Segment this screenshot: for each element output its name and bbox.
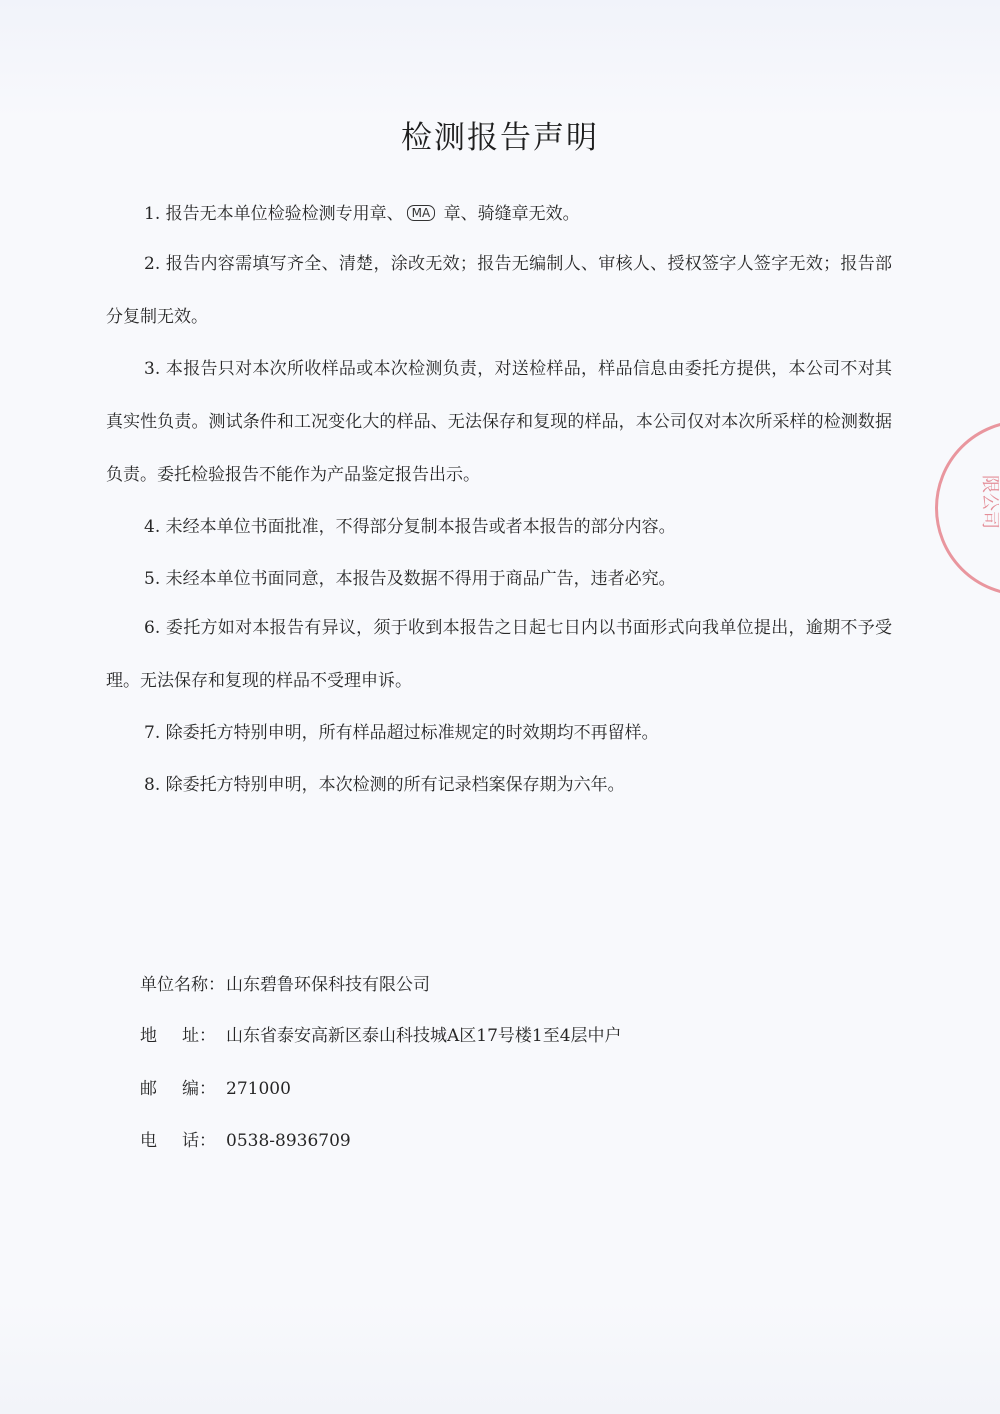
- postcode-label-a: 邮: [140, 1079, 157, 1099]
- seal-stamp-icon: [935, 420, 1000, 600]
- company-name: 山东碧鲁环保科技有限公司: [226, 975, 430, 995]
- seal-text: 限公司: [979, 475, 1000, 529]
- phone-value: 0538-8936709: [226, 1131, 351, 1151]
- phone-label-b: 话：: [182, 1131, 216, 1151]
- phone-label: [140, 1126, 216, 1151]
- postcode-row: [140, 1074, 840, 1099]
- clause-3: 3. 本报告只对本次所收样品或本次检测负责，对送检样品，样品信息由委托方提供，本公司不对其真实性负责。测试条件和工况变化大的样品、无法保存和复现的样品，本公司仅对本次所采样的检测数据负责。委托检验报告不能作为产品鉴定报告出示。: [106, 359, 892, 485]
- postcode-value: 271000: [226, 1079, 291, 1099]
- address-label: [140, 1021, 216, 1046]
- postcode-label-b: 编：: [182, 1079, 216, 1099]
- document-title: 检测报告声明: [401, 120, 599, 156]
- postcode-label: [140, 1074, 216, 1099]
- phone-label-a: 电: [140, 1131, 157, 1151]
- clause-4: 4. 未经本单位书面批准，不得部分复制本报告或者本报告的部分内容。: [144, 517, 676, 537]
- clause-5: 5. 未经本单位书面同意，本报告及数据不得用于商品广告，违者必究。: [144, 569, 676, 589]
- clause-1-text-before: 1. 报告无本单位检验检测专用章、: [144, 204, 404, 224]
- clause-2: 2. 报告内容需填写齐全、清楚，涂改无效；报告无编制人、审核人、授权签字人签字无效；报告部分复制无效。: [106, 254, 892, 327]
- phone-row: [140, 1126, 840, 1151]
- address-label-a: 地: [140, 1026, 157, 1046]
- address-value: 山东省泰安高新区泰山科技城A区17号楼1至4层中户: [226, 1026, 622, 1046]
- clause-6: 6. 委托方如对本报告有异议，须于收到本报告之日起七日内以书面形式向我单位提出，逾期不予受理。无法保存和复现的样品不受理申诉。: [106, 618, 892, 691]
- clause-1: [106, 188, 892, 241]
- company-label: 单位名称：: [140, 975, 225, 995]
- company-row: [140, 970, 840, 995]
- clause-1-text-after: 章、骑缝章无效。: [438, 204, 580, 224]
- address-label-b: 址：: [182, 1026, 216, 1046]
- address-row: [140, 1021, 840, 1046]
- clause-7: 7. 除委托方特别申明，所有样品超过标准规定的时效期均不再留样。: [144, 723, 659, 743]
- clause-8: 8. 除委托方特别申明，本次检测的所有记录档案保存期为六年。: [144, 775, 625, 795]
- cma-mark-icon: MA: [407, 205, 436, 221]
